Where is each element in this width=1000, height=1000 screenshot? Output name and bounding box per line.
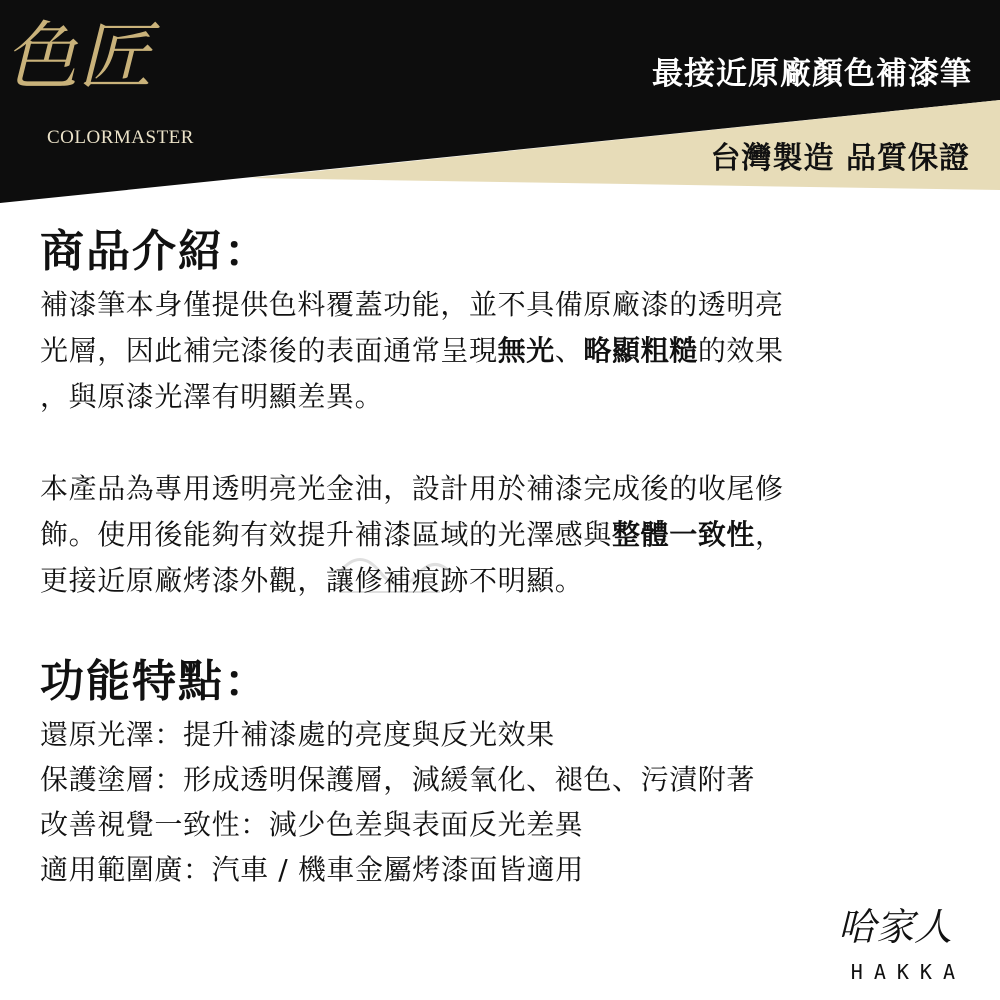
intro-p2-emphasis-consistency: 整體一致性	[612, 518, 756, 551]
hakka-watermark-icon	[320, 542, 460, 602]
intro-p1-line3: ，與原漆光澤有明顯差異。	[40, 380, 384, 413]
intro-p2-line3: 更接近原廠烤漆外觀，讓修補痕跡不明顯。	[40, 564, 584, 597]
main-content	[40, 222, 970, 892]
intro-p1-emphasis-rough: 略顯粗糙	[583, 334, 698, 367]
intro-p1-line2	[40, 328, 970, 374]
intro-paragraph-1	[40, 282, 970, 420]
intro-p1-line2-a: 光層，因此補完漆後的表面通常呈現	[40, 334, 498, 367]
slogan-secondary: 台灣製造 品質保證	[710, 141, 970, 176]
intro-p1-line2-c: 、	[554, 334, 584, 367]
intro-p1-line1: 補漆筆本身僅提供色料覆蓋功能，並不具備原廠漆的透明亮	[40, 288, 784, 321]
intro-heading: 商品介紹：	[40, 226, 270, 277]
intro-p1-emphasis-matte: 無光	[497, 334, 555, 367]
hakka-logo-script: 哈家人	[838, 905, 953, 949]
feature-item: 適用範圍廣：汽車 / 機車金屬烤漆面皆適用	[40, 853, 584, 886]
intro-p2-line2-c: ，	[755, 518, 784, 551]
header-banner	[0, 0, 1000, 205]
logo-mark-glyphs: 色匠	[4, 14, 152, 100]
intro-paragraph-2	[40, 466, 970, 604]
intro-p2-line2-a: 飾。使用後能夠有效提升補漆區域的光澤感與	[40, 518, 613, 551]
intro-p2-line2	[40, 512, 970, 558]
features-list	[40, 712, 970, 892]
colormaster-logo-icon	[0, 0, 180, 100]
feature-item: 還原光澤：提升補漆處的亮度與反光效果	[40, 718, 555, 751]
feature-item: 保護塗層：形成透明保護層，減緩氧化、褪色、污漬附著	[40, 763, 756, 796]
feature-item: 改善視覺一致性：減少色差與表面反光差異	[40, 808, 584, 841]
slogan-primary: 最接近原廠顏色補漆筆	[652, 56, 972, 92]
hakka-logo-text: HAKKA	[850, 960, 966, 984]
features-heading: 功能特點：	[40, 656, 270, 707]
intro-p2-line1: 本產品為專用透明亮光金油，設計用於補漆完成後的收尾修	[40, 472, 784, 505]
intro-p1-line2-e: 的效果	[697, 334, 784, 367]
brand-name: COLORMASTER	[47, 127, 194, 148]
